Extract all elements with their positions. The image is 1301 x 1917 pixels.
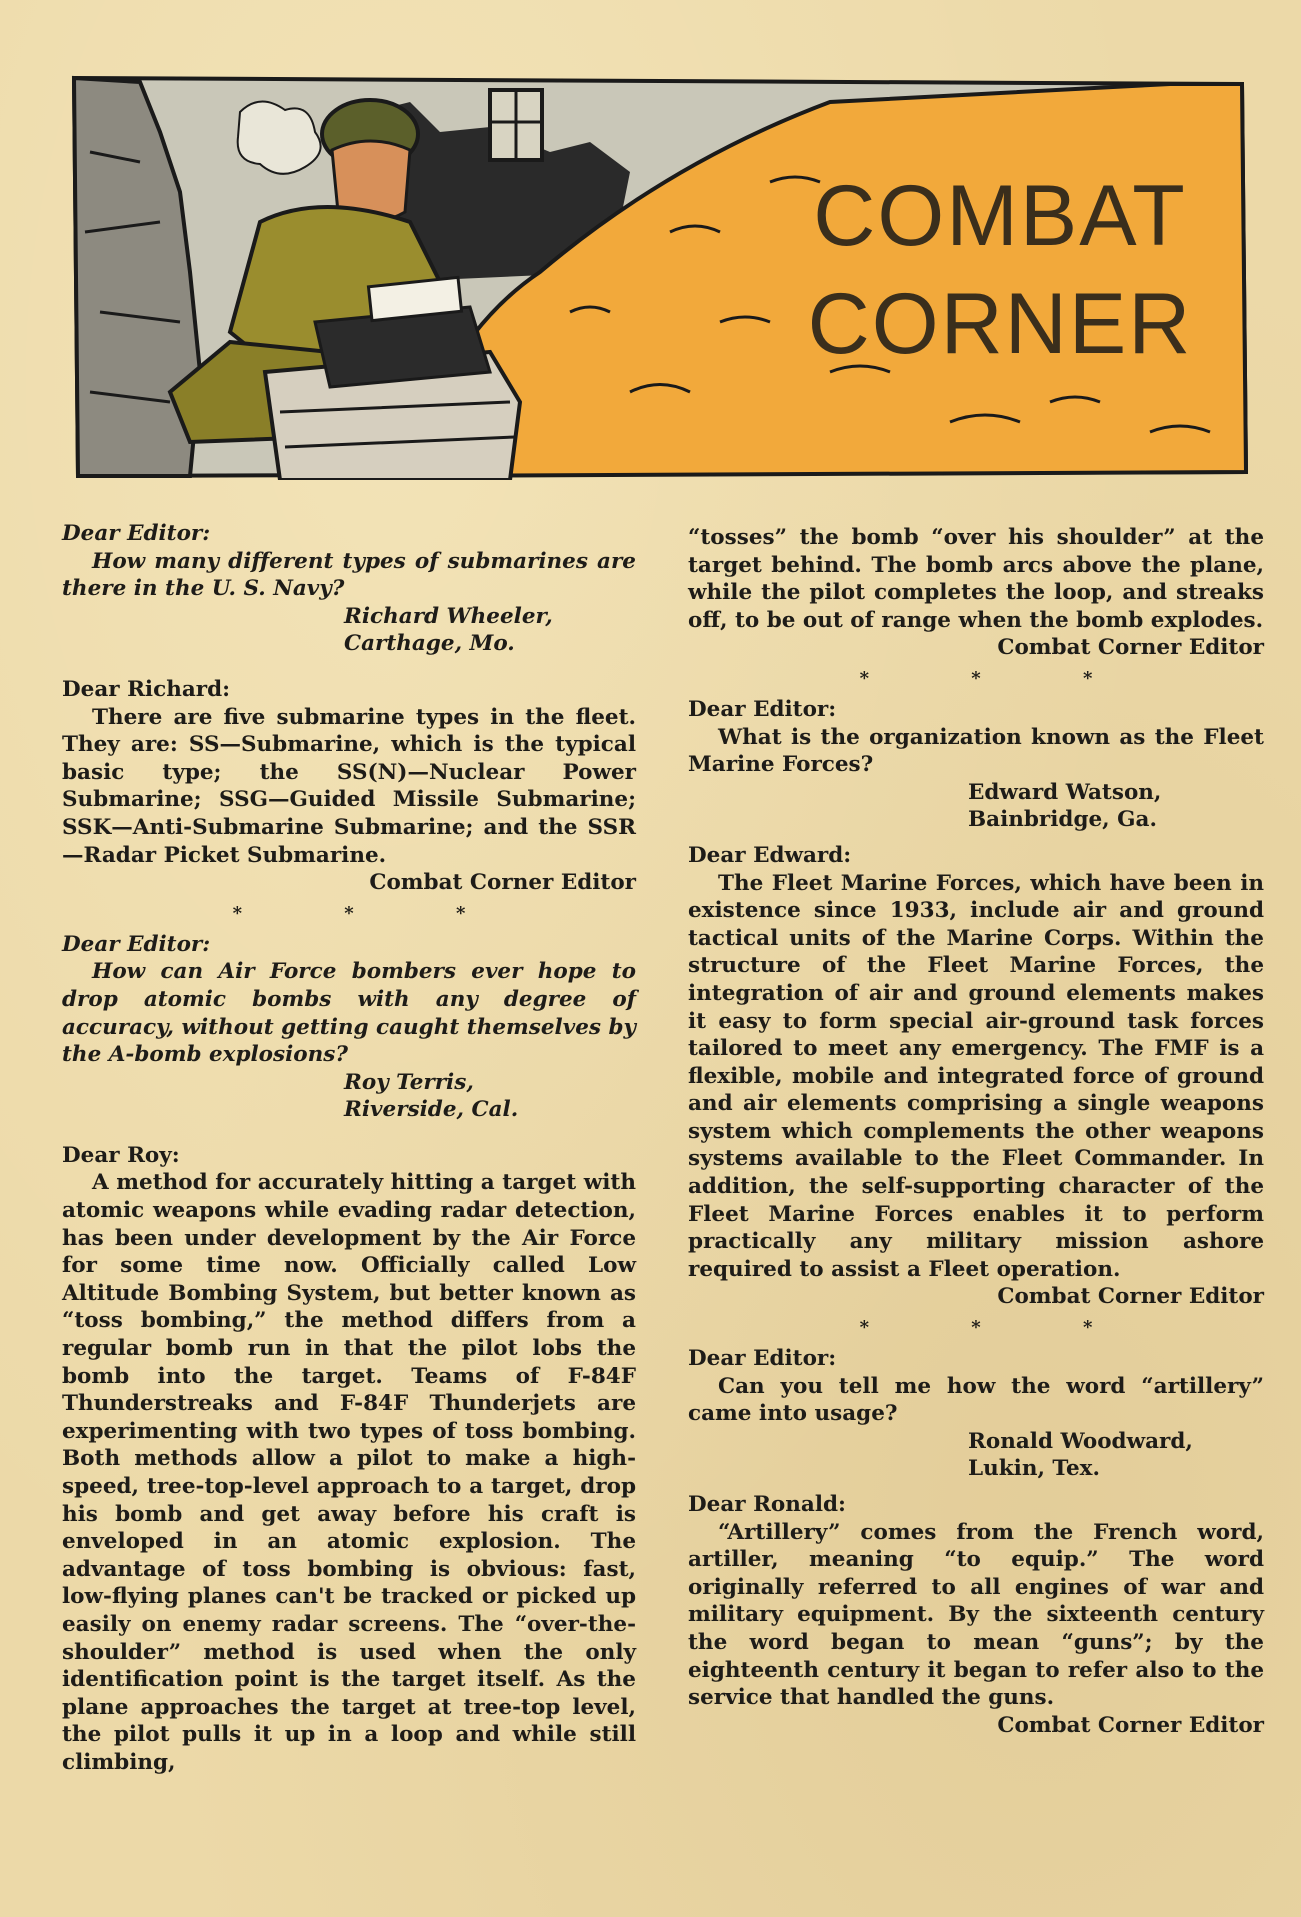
banner-title <box>760 162 1240 378</box>
reply-salutation: Dear Roy: <box>62 1142 180 1168</box>
letter-signature-place: Lukin, Tex. <box>968 1456 1100 1482</box>
reply-body: A method for accurately hitting a target with atomic weapons while evading radar detection, has been under development by the Air Force for some time now. Officially called Low Altitude Bombing System, but better known as “toss bombing,” the method differs from a regular bomb run in that the pilot lobs the bomb into the target. Teams of F-84F Thunderstreaks and F-84F Thunderjets are experimenting with two types of toss bombing. Both methods allow a pilot to make a high-speed, tree-top-level approach to a target, drop his bomb and get away before his craft is enveloped in an atomic explosion. The advantage of toss bombing is obvious: fast, low-flying planes can't be tracked or picked up easily on enemy radar screens. The “over-the-shoulder” method is used when the only identification point is the target itself. As the plane approaches the target at tree-top level, the pilot pulls it up in a loop and while still climbing, <box>62 1170 636 1775</box>
editor-signature: Combat Corner Editor <box>997 1712 1264 1738</box>
reply-body: There are five submarine types in the fleet. They are: SS—Submarine, which is the typical basic type; the SS(N)—Nuclear Power Submarine; SSG—Guided Missile Submarine; SSK—Anti-Submarine Submarine; and the SSR—Radar Picket Submarine. <box>62 704 636 868</box>
letter-salutation: Dear Editor: <box>62 931 211 957</box>
banner-title-line1: COMBAT <box>813 168 1187 264</box>
letter-signature-name: Ronald Woodward, <box>968 1428 1193 1454</box>
letter-question: How can Air Force bombers ever hope to drop atomic bombs with any degree of accuracy, without getting caught themselves by the A-bomb explosions? <box>62 959 636 1068</box>
editor-signature: Combat Corner Editor <box>997 635 1264 661</box>
section-divider-stars: * * * <box>859 1317 1141 1339</box>
letter-question: Can you tell me how the word “artillery” came into usage? <box>688 1373 1264 1427</box>
reply-body: The Fleet Marine Forces, which have been in existence since 1933, include air and ground tactical units of the Marine Corps. Within the structure of the Fleet Marine Forces, the integration of air and ground elements makes it easy to form special air-ground task forces tailored to meet any emergency. The FMF is a flexible, mobile and integrated force of ground and air elements comprising a single weapons system which complements the other weapons systems available to the Fleet Commander. In addition, the self-supporting character of the Fleet Marine Forces enables it to perform practically any military mission ashore required to assist a Fleet operation. <box>688 870 1264 1282</box>
letter-salutation: Dear Editor: <box>688 1346 837 1372</box>
editor-signature: Combat Corner Editor <box>997 1284 1264 1310</box>
banner-title-line2: CORNER <box>807 276 1193 372</box>
section-divider-stars: * * * <box>232 902 514 924</box>
letter-signature-name: Roy Terris, <box>344 1069 474 1095</box>
letter-signature-place: Carthage, Mo. <box>344 631 515 657</box>
combat-corner-banner <box>70 72 1248 480</box>
left-column <box>62 520 636 1777</box>
letter-question: What is the organization known as the Fleet Marine Forces? <box>688 724 1264 778</box>
letter-salutation: Dear Editor: <box>688 696 837 722</box>
editor-signature: Combat Corner Editor <box>369 870 636 896</box>
reply-continuation: “tosses” the bomb “over his shoulder” at the target behind. The bomb arcs above the plane, while the pilot completes the loop, and streaks off, to be out of range when the bomb explodes. <box>688 525 1264 633</box>
letter-salutation: Dear Editor: <box>62 521 211 546</box>
letter-question: How many different types of submarines are there in the U. S. Navy? <box>62 548 636 602</box>
letter-signature-name: Richard Wheeler, <box>344 603 553 629</box>
letter-signature-place: Riverside, Cal. <box>344 1097 519 1123</box>
reply-salutation: Dear Ronald: <box>688 1492 846 1517</box>
reply-salutation: Dear Edward: <box>688 842 852 868</box>
letter-signature-name: Edward Watson, <box>968 779 1162 805</box>
section-divider-stars: * * * <box>859 667 1141 689</box>
reply-salutation: Dear Richard: <box>62 676 231 702</box>
right-column <box>688 524 1264 1739</box>
letter-signature-place: Bainbridge, Ga. <box>968 807 1157 833</box>
reply-body: “Artillery” comes from the French word, artiller, meaning “to equip.” The word originally referred to all engines of war and military equipment. By the sixteenth century the word began to mean “guns”; by the eighteenth century it began to refer also to the service that handled the guns. <box>688 1519 1264 1711</box>
